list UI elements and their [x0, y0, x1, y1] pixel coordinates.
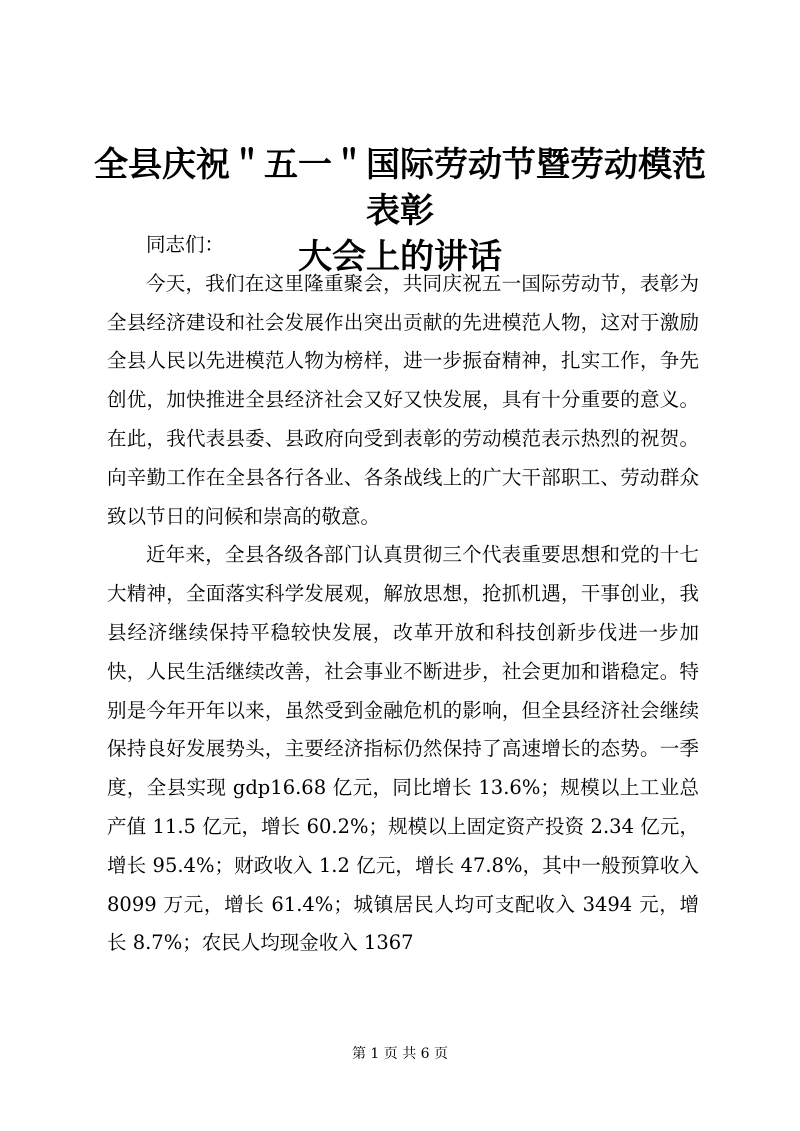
document-body — [107, 226, 699, 963]
title-line-2: 大会上的讲话 — [298, 237, 502, 277]
body-paragraph: 今天，我们在这里隆重聚会，共同庆祝五一国际劳动节，表彰为全县经济建设和社会发展作出突出贡献的先进模范人物，这对于激励全县人民以先进模范人物为榜样，进一步振奋精神，扎实工作，争先创优，加快推进全县经济社会又好又快发展，具有十分重要的意义。在此，我代表县委、县政府向受到表彰的劳动模范表示热烈的祝贺。向辛勤工作在全县各行各业、各条战线上的广大干部职工、劳动群众致以节日的问候和崇高的敬意。 — [107, 271, 699, 528]
salutation-paragraph: 同志们： — [146, 233, 225, 256]
body-paragraph: 近年来，全县各级各部门认真贯彻三个代表重要思想和党的十七大精神，全面落实科学发展观，解放思想，抢抓机遇，干事创业，我县经济继续保持平稳较快发展，改革开放和科技创新步伐进一步加快，人民生活继续改善，社会事业不断进步，社会更加和谐稳定。特别是今年开年以来，虽然受到金融危机的影响，但全县经济社会继续保持良好发展势头，主要经济指标仍然保持了高速增长的态势。一季度，全县实现 gdp16.68 亿元，同比增长 13.6%；规模以上工业总产值 11.5 亿元，增长 60.2%；规模以上固定资产投资 2.34 亿元，增长 95.4%；财政收入 1.2 亿元，增长 47.8%，其中一般预算收入 8099 万元，增长 61.4%；城镇居民人均可支配收入 3494 元，增长 8.7%；农民人均现金收入 1367 — [107, 543, 699, 955]
page-footer: 第 1 页 共 6 页 — [351, 1046, 449, 1062]
title-line-1: 全县庆祝＂五一＂国际劳动节暨劳动模范表彰 — [94, 145, 706, 231]
